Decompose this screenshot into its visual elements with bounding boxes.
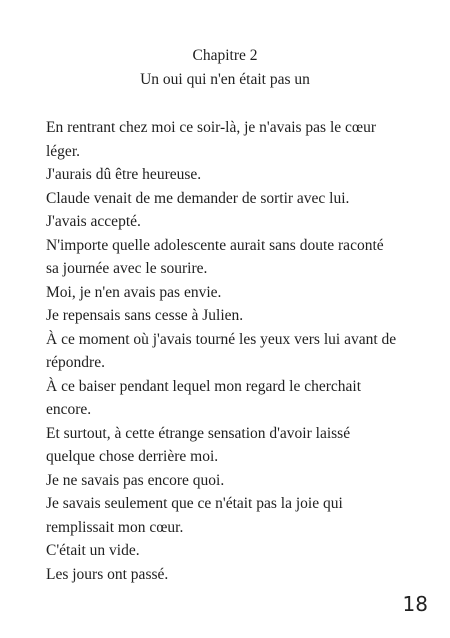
text-line: N'importe quelle adolescente aurait sans doute raconté bbox=[46, 236, 384, 254]
text-line: sa journée avec le sourire. bbox=[46, 260, 208, 277]
text-line: À ce baiser pendant lequel mon regard le cherchait bbox=[46, 377, 362, 395]
text-line: répondre. bbox=[46, 354, 105, 371]
text-line: encore. bbox=[46, 401, 92, 418]
text-line: J'aurais dû être heureuse. bbox=[46, 166, 202, 183]
text-line: remplissait mon cœur. bbox=[46, 518, 184, 536]
body-text bbox=[46, 116, 416, 586]
text-line: À ce moment où j'avais tourné les yeux vers lui avant de bbox=[46, 330, 397, 348]
text-line: Et surtout, à cette étrange sensation d'avoir laissé bbox=[46, 424, 351, 442]
text-line: Je savais seulement que ce n'était pas la joie qui bbox=[46, 495, 343, 512]
text-line: quelque chose derrière moi. bbox=[46, 448, 219, 465]
text-line: léger. bbox=[46, 142, 80, 160]
text-line: En rentrant chez moi ce soir-là, je n'avais pas le cœur bbox=[46, 119, 376, 136]
text-line: Je ne savais pas encore quoi. bbox=[46, 471, 225, 489]
text-line: Je repensais sans cesse à Julien. bbox=[46, 307, 244, 324]
chapter-number: Chapitre 2 bbox=[192, 47, 258, 64]
chapter-heading bbox=[0, 44, 450, 92]
text-line: C'était un vide. bbox=[46, 542, 140, 559]
text-line: J'avais accepté. bbox=[46, 213, 141, 230]
text-line: Moi, je n'en avais pas envie. bbox=[46, 283, 222, 301]
page-number: 18 bbox=[402, 592, 428, 616]
chapter-title: Un oui qui n'en était pas un bbox=[140, 71, 310, 88]
text-line: Claude venait de me demander de sortir avec lui. bbox=[46, 189, 350, 207]
text-line: Les jours ont passé. bbox=[46, 565, 169, 583]
